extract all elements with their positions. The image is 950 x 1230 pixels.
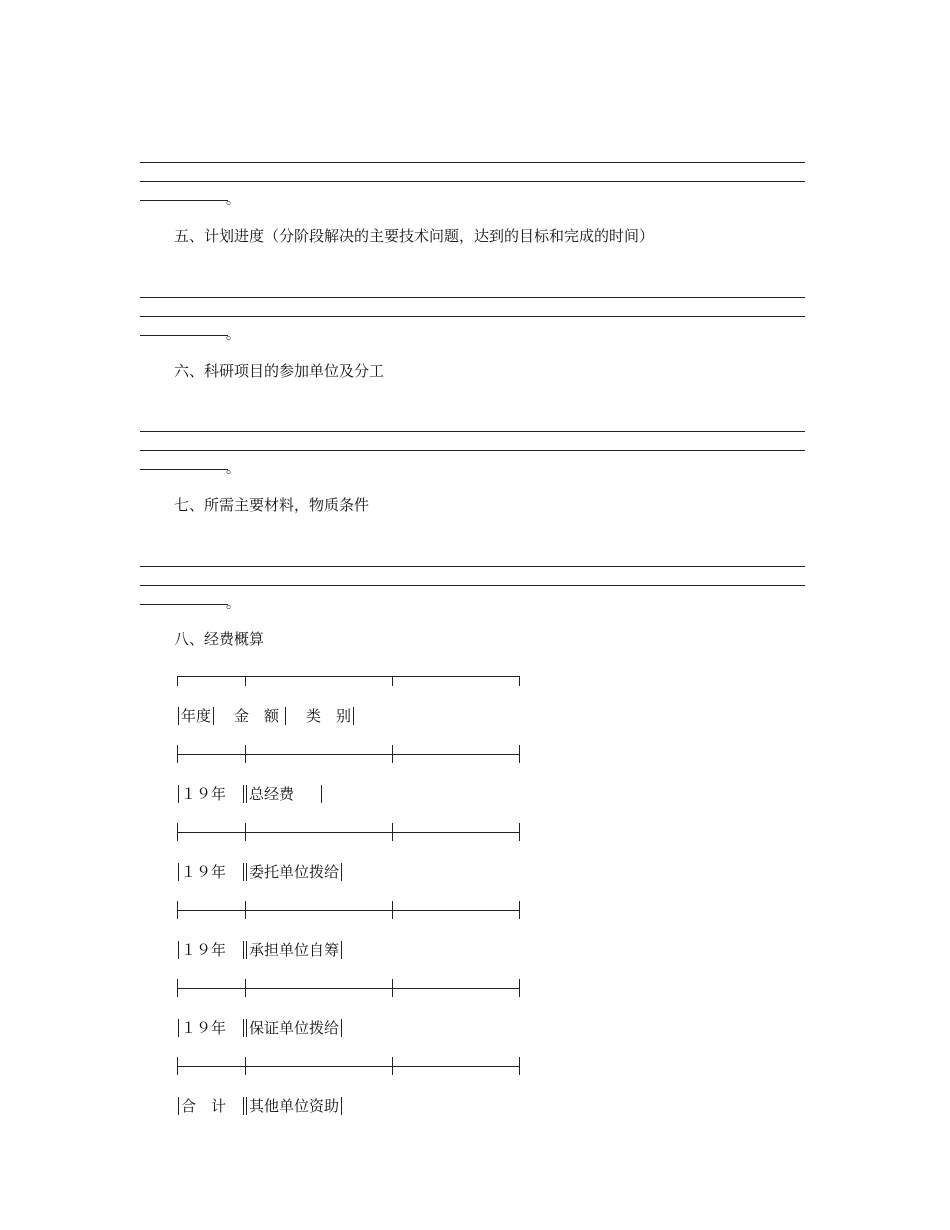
row-year: １９年 [181, 863, 227, 881]
row-category: 其他单位资助 [249, 1097, 340, 1115]
table-tick [392, 901, 393, 919]
table-tick [177, 823, 178, 841]
row-category: 总经费 [249, 785, 295, 803]
table-tick [245, 823, 246, 841]
row-category: 委托单位拨给 [249, 863, 340, 881]
fill-line [140, 431, 805, 432]
table-header-row [176, 706, 356, 726]
table-tick [177, 676, 178, 686]
header-year: 年度 [181, 707, 212, 725]
table-tick [519, 979, 520, 997]
row-category: 承担单位自筹 [249, 941, 340, 959]
row-category: 保证单位拨给 [249, 1019, 340, 1037]
fill-line-short [140, 604, 228, 605]
fill-line-short [140, 335, 228, 336]
table-tick [392, 823, 393, 841]
table-tick [177, 1057, 178, 1075]
table-row [176, 940, 344, 960]
fill-line [140, 566, 805, 567]
period-mark: 。 [226, 327, 240, 343]
table-separator [177, 832, 520, 833]
table-tick [177, 979, 178, 997]
table-border [177, 676, 520, 677]
table-tick [245, 676, 246, 686]
fill-line [140, 316, 805, 317]
table-row-total [176, 1096, 344, 1116]
table-row [176, 784, 324, 804]
table-tick [519, 901, 520, 919]
period-mark: 。 [226, 192, 240, 208]
table-tick [392, 745, 393, 763]
section-heading-participants: 六、科研项目的参加单位及分工 [174, 362, 385, 380]
fill-line [140, 162, 805, 163]
header-amount: 金 额 [234, 707, 280, 725]
row-year: １９年 [181, 941, 227, 959]
table-tick [245, 1057, 246, 1075]
table-tick [392, 979, 393, 997]
table-tick [177, 901, 178, 919]
table-tick [177, 745, 178, 763]
table-tick [245, 979, 246, 997]
table-separator [177, 910, 520, 911]
table-tick [519, 823, 520, 841]
header-category: 类 别 [306, 707, 352, 725]
table-separator [177, 754, 520, 755]
fill-line-short [140, 469, 228, 470]
row-year: １９年 [181, 785, 227, 803]
fill-line [140, 585, 805, 586]
table-tick [392, 1057, 393, 1075]
fill-line [140, 181, 805, 182]
table-tick [245, 745, 246, 763]
row-year: 合 计 [181, 1097, 227, 1115]
table-separator [177, 1066, 520, 1067]
section-heading-budget: 八、经费概算 [174, 630, 265, 648]
table-separator [177, 988, 520, 989]
table-tick [392, 676, 393, 686]
section-heading-materials: 七、所需主要材料，物质条件 [174, 496, 370, 514]
fill-line-short [140, 200, 228, 201]
fill-line [140, 450, 805, 451]
table-tick [245, 901, 246, 919]
row-year: １９年 [181, 1019, 227, 1037]
period-mark: 。 [226, 596, 240, 612]
fill-line [140, 297, 805, 298]
table-tick [519, 745, 520, 763]
table-tick [519, 676, 520, 686]
table-row [176, 1018, 344, 1038]
table-row [176, 862, 344, 882]
table-tick [519, 1057, 520, 1075]
period-mark: 。 [226, 461, 240, 477]
section-heading-schedule: 五、计划进度（分阶段解决的主要技术问题，达到的目标和完成的时间） [174, 227, 655, 245]
